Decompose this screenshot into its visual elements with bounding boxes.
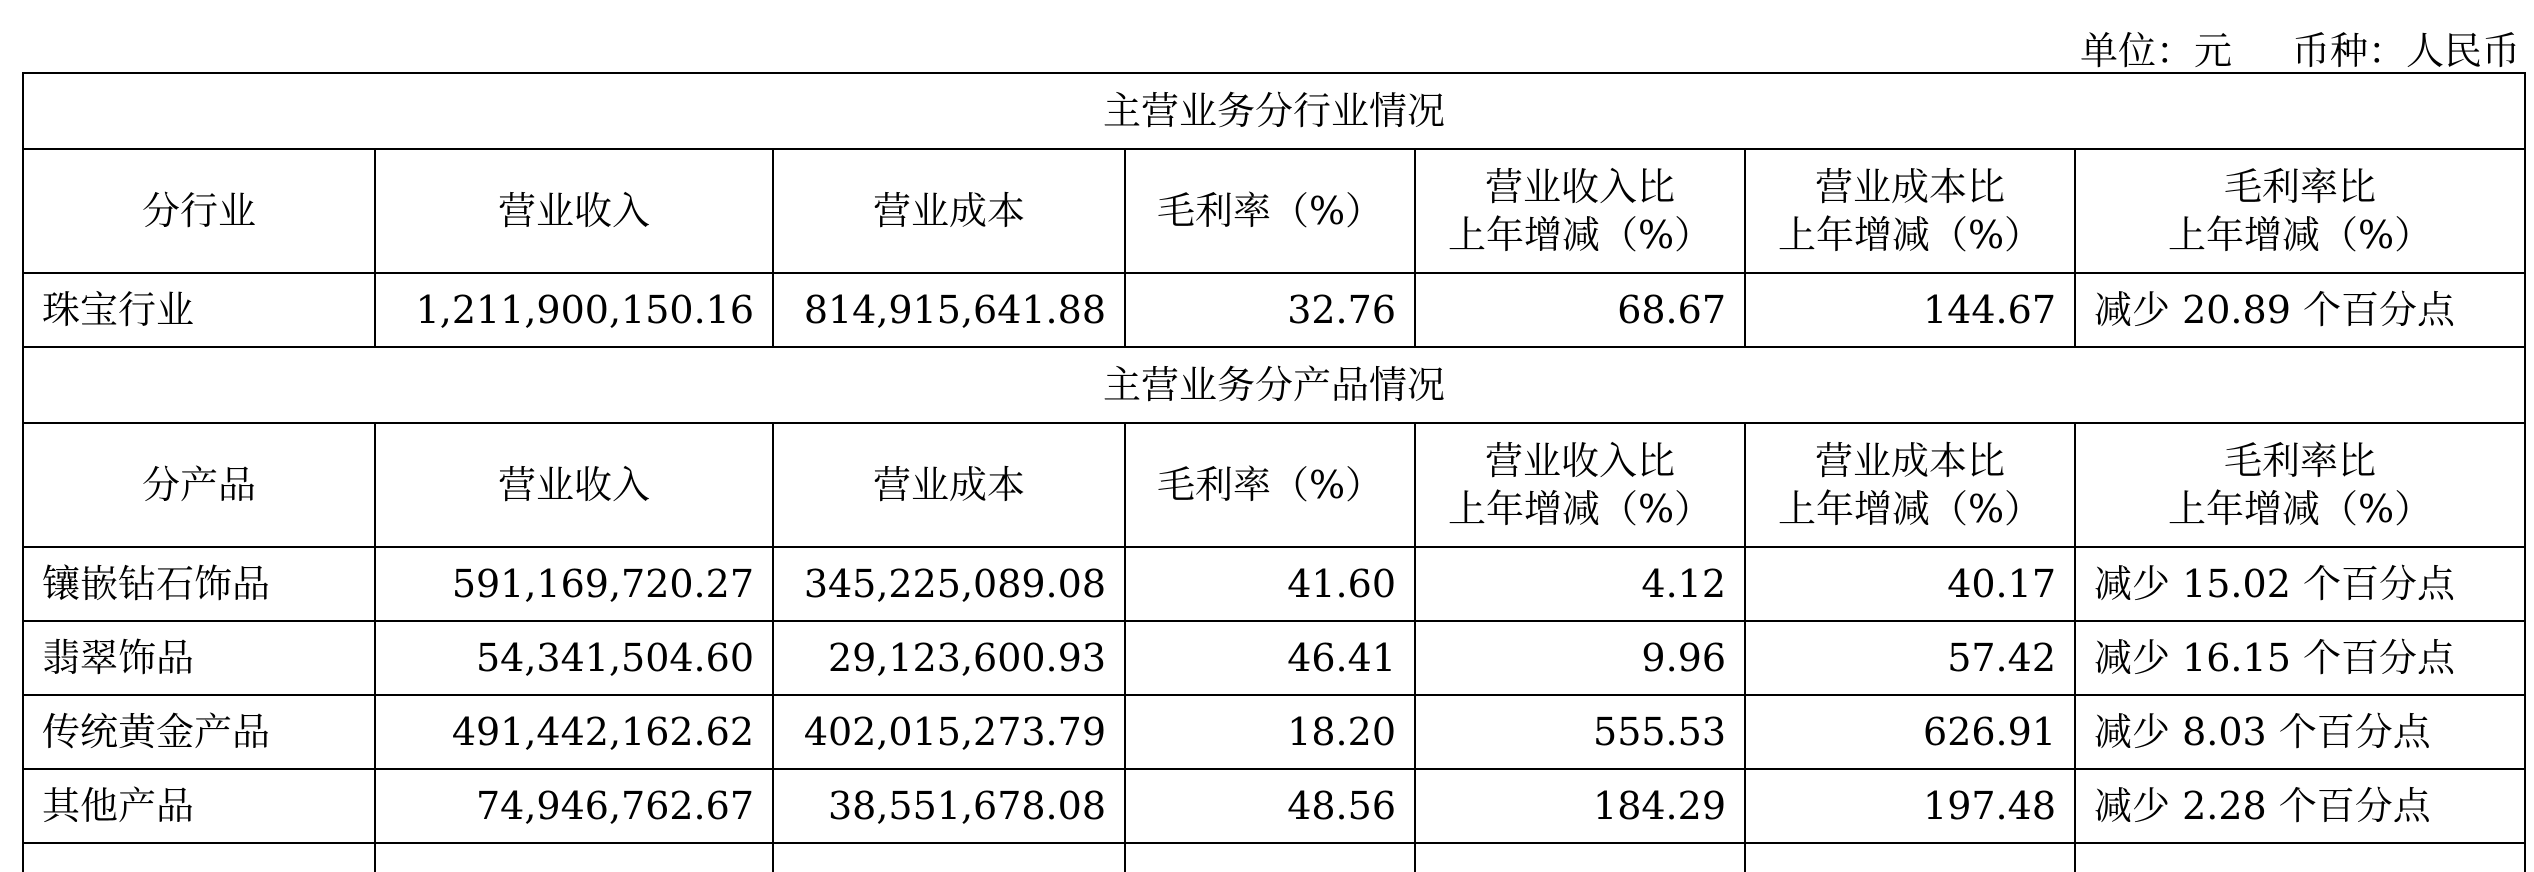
value-cell: 41.60: [1125, 547, 1415, 621]
value-cell: 74,946,762.67: [375, 769, 773, 843]
column-header-text: 上年增减（%）: [1777, 213, 2043, 257]
empty-cell: [375, 843, 773, 872]
value-cell: 68.67: [1415, 273, 1745, 347]
column-header: [1745, 149, 2075, 273]
table-continuation-row: [23, 843, 2525, 872]
industry-section-title: 主营业务分行业情况: [23, 73, 2525, 149]
industry-section-header-row: [23, 149, 2525, 273]
column-header: [1125, 149, 1415, 273]
column-header-text: 上年增减（%）: [2167, 213, 2433, 257]
empty-cell: [2075, 843, 2525, 872]
margin-change-cell: 减少 16.15 个百分点: [2075, 621, 2525, 695]
product-section-title-row: [23, 347, 2525, 423]
value-cell: 402,015,273.79: [773, 695, 1125, 769]
product-section-title: 主营业务分产品情况: [23, 347, 2525, 423]
column-header-text: 毛利率（%）: [1156, 463, 1384, 507]
value-cell: 591,169,720.27: [375, 547, 773, 621]
industry-section-title-row: [23, 73, 2525, 149]
column-header-text: 营业收入比: [1484, 165, 1675, 209]
value-cell: 9.96: [1415, 621, 1745, 695]
column-header-text: 毛利率比: [2224, 439, 2377, 483]
value-cell: 184.29: [1415, 769, 1745, 843]
column-header: [773, 423, 1125, 547]
column-header-text: 上年增减（%）: [1447, 213, 1713, 257]
empty-cell: [23, 843, 375, 872]
row-label: 其他产品: [23, 769, 375, 843]
value-cell: 491,442,162.62: [375, 695, 773, 769]
value-cell: 54,341,504.60: [375, 621, 773, 695]
value-cell: 46.41: [1125, 621, 1415, 695]
unit-label: 单位：元: [2079, 29, 2232, 73]
column-header: [375, 149, 773, 273]
column-header-text: 营业收入: [497, 189, 650, 233]
unit-currency-line: [2080, 28, 2520, 74]
column-header: [773, 149, 1125, 273]
value-cell: 40.17: [1745, 547, 2075, 621]
value-cell: 18.20: [1125, 695, 1415, 769]
table-body: [23, 73, 2525, 872]
column-header: [1415, 423, 1745, 547]
column-header: [2075, 149, 2525, 273]
value-cell: 32.76: [1125, 273, 1415, 347]
column-header-text: 营业成本比: [1814, 165, 2005, 209]
margin-change-cell: 减少 2.28 个百分点: [2075, 769, 2525, 843]
value-cell: 4.12: [1415, 547, 1745, 621]
value-cell: 197.48: [1745, 769, 2075, 843]
column-header-text: 分行业: [141, 189, 256, 233]
empty-cell: [1415, 843, 1745, 872]
margin-change-cell: 减少 15.02 个百分点: [2075, 547, 2525, 621]
product-section-header-row: [23, 423, 2525, 547]
value-cell: 555.53: [1415, 695, 1745, 769]
column-header-text: 营业成本: [872, 189, 1025, 233]
table-row: [23, 769, 2525, 843]
column-header-text: 上年增减（%）: [1777, 487, 2043, 531]
column-header: [375, 423, 773, 547]
value-cell: 345,225,089.08: [773, 547, 1125, 621]
business-segment-table: [22, 72, 2526, 872]
row-label: 镶嵌钻石饰品: [23, 547, 375, 621]
column-header-text: 上年增减（%）: [2167, 487, 2433, 531]
margin-change-cell: 减少 8.03 个百分点: [2075, 695, 2525, 769]
value-cell: 1,211,900,150.16: [375, 273, 773, 347]
column-header-text: 营业成本: [872, 463, 1025, 507]
table-row: [23, 547, 2525, 621]
row-label: 翡翠饰品: [23, 621, 375, 695]
value-cell: 38,551,678.08: [773, 769, 1125, 843]
table-row: [23, 695, 2525, 769]
table-row: [23, 273, 2525, 347]
column-header: [23, 423, 375, 547]
column-header: [2075, 423, 2525, 547]
margin-change-cell: 减少 20.89 个百分点: [2075, 273, 2525, 347]
column-header-text: 毛利率比: [2224, 165, 2377, 209]
row-label: 珠宝行业: [23, 273, 375, 347]
value-cell: 29,123,600.93: [773, 621, 1125, 695]
currency-label: 币种：人民币: [2291, 29, 2520, 73]
column-header-text: 营业成本比: [1814, 439, 2005, 483]
column-header-text: 营业收入: [497, 463, 650, 507]
value-cell: 626.91: [1745, 695, 2075, 769]
empty-cell: [773, 843, 1125, 872]
column-header: [23, 149, 375, 273]
value-cell: 144.67: [1745, 273, 2075, 347]
row-label: 传统黄金产品: [23, 695, 375, 769]
value-cell: 57.42: [1745, 621, 2075, 695]
table-row: [23, 621, 2525, 695]
value-cell: 48.56: [1125, 769, 1415, 843]
empty-cell: [1745, 843, 2075, 872]
column-header-text: 营业收入比: [1484, 439, 1675, 483]
column-header: [1415, 149, 1745, 273]
column-header-text: 分产品: [141, 463, 256, 507]
column-header-text: 上年增减（%）: [1447, 487, 1713, 531]
column-header: [1125, 423, 1415, 547]
empty-cell: [1125, 843, 1415, 872]
column-header-text: 毛利率（%）: [1156, 189, 1384, 233]
column-header: [1745, 423, 2075, 547]
value-cell: 814,915,641.88: [773, 273, 1125, 347]
